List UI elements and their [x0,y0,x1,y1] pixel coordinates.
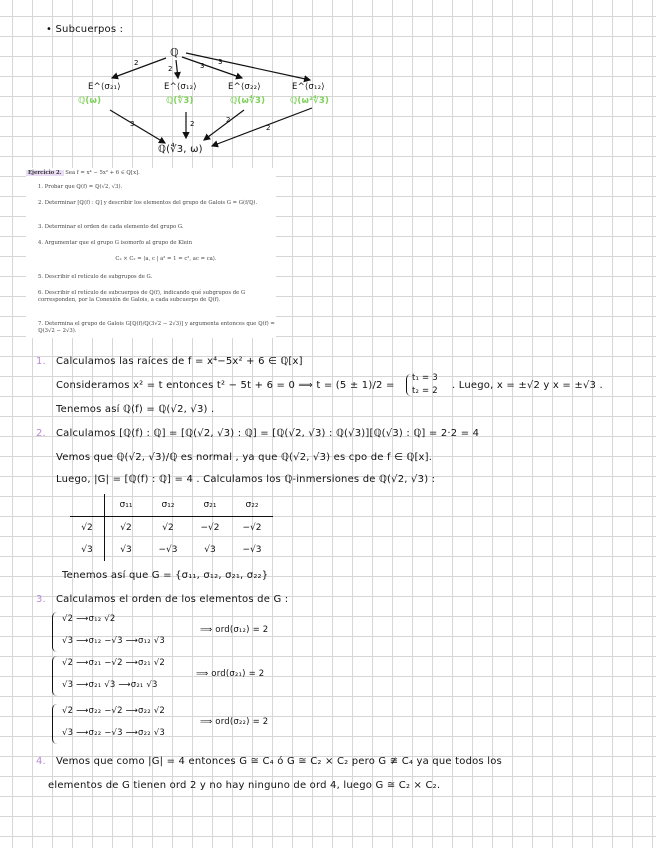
edge-label: 2 [266,124,271,132]
edge-b-1 [110,110,165,143]
solution-2-line-1: Calculamos [ℚ(f) : ℚ] = [ℚ(√2, √3) : ℚ] = [ℚ(√2, √3) : ℚ(√3)][ℚ(√3) : ℚ] = 2·2 = 4 [56,428,480,439]
table-cell: √3 [204,545,216,555]
exercise-statement [26,168,276,338]
table-header-cell: σ₂₁ [189,494,231,517]
order-group-1-result: ⟹ ord(σ₁₂) = 2 [200,625,269,635]
table-header-cell: σ₂₂ [231,494,273,517]
edge-label: 2 [134,59,139,67]
solution-2-line-2: Vemos que ℚ(√2, √3)/ℚ es normal , ya que ℚ(√2, √3) es cpo de f ∈ ℚ[x]. [56,452,433,463]
table-cell: −√2 [242,523,262,533]
table-header-row [70,494,273,517]
solution-3-number: 3. [36,594,46,605]
lattice-node-field-2: ℚ(∜3) [166,96,194,106]
order-group-2-row-1: √2 ⟶σ₂₁ −√2 ⟶σ₂₁ √2 [62,658,165,668]
solution-1-roots: . Luego, x = ±√2 y x = ±√3 . [452,380,603,391]
edge-label: 3 [200,62,205,70]
order-group-brace [52,612,57,652]
table-cell: −√2 [200,523,220,533]
solution-4-line-2: elementos de G tienen ord 2 y no hay ninguno de ord 4, luego G ≅ C₂ × C₂. [48,780,441,791]
exercise-item-4: 4. Argumentar que el grupo G isomorfo al grupo de Klein [38,240,193,246]
order-group-3-row-1: √2 ⟶σ₂₂ −√2 ⟶σ₂₂ √2 [62,706,165,716]
solution-1-brace [406,374,411,396]
order-group-3-result: ⟹ ord(σ₂₂) = 2 [200,717,269,727]
order-group-brace [52,704,57,744]
exercise-tag: Ejercicio 2. [28,170,62,176]
lattice-node-label-2: E^⟨σ₁₂⟩ [164,82,197,92]
solution-4-line-1: Vemos que como |G| = 4 entonces G ≅ C₄ ó G ≅ C₂ × C₂ pero G ≇ C₄ ya que todos los [56,756,502,767]
lattice-node-label-4: E^⟨σ₁₂⟩ [292,82,325,92]
edge-q-2 [176,60,178,78]
table-header-cell: σ₁₂ [147,494,189,517]
solution-1-line-3: Tenemos así ℚ(f) = ℚ(√2, √3) . [56,404,215,415]
solution-2-number: 2. [36,428,46,439]
edge-label: 2 [168,65,173,73]
edge-label: 3 [218,58,223,66]
exercise-header [26,170,140,177]
lattice-node-label-1: E^⟨σ₂₁⟩ [88,82,121,92]
edge-q-4 [186,53,310,80]
lattice-node-field-1: ℚ(ω) [78,96,102,106]
solution-1-t2: t₂ = 2 [412,386,438,396]
table-cell: √2 [162,523,174,533]
exercise-item-5: 5. Describir el retículo de subgrupos de G. [38,274,153,280]
exercise-intro: Sea f = x⁴ − 5x² + 6 ∈ ℚ[x]. [65,170,140,176]
solution-2-conclusion: Tenemos así que G = {σ₁₁, σ₁₂, σ₂₁, σ₂₂} [62,570,269,581]
table-cell: √3 [70,539,105,561]
lattice-top-node: ℚ [170,46,179,59]
exercise-item-7: 7. Determina el grupo de Galois G[ℚ(f)/ℚ(3√2 − 2√3)] y argumenta entonces que ℚ(f) = ℚ(3√2 − 2√3). [38,321,275,334]
exercise-item-1: 1. Probar que ℚ(f) = ℚ(√2, √3). [38,184,123,190]
edge-label: 3 [130,120,135,128]
order-group-1-row-1: √2 ⟶σ₁₂ √2 [62,614,116,624]
table-cell: −√3 [158,545,178,555]
embeddings-table [70,494,273,561]
exercise-item-2: 2. Determinar [ℚ(f) : ℚ] y describir los elementos del grupo de Galois G = G(f/ℚ). [38,200,258,206]
edge-label: 2 [190,120,195,128]
exercise-item-3: 3. Determinar el orden de cada elemento del grupo G. [38,224,184,230]
order-group-brace [52,656,57,696]
exercise-klein-formula: C₂ × C₂ = ⟨a, c | a² = 1 = c², ac = ca⟩. [115,256,217,262]
table-header-cell: σ₁₁ [105,494,148,517]
table-cell: −√3 [242,545,262,555]
lattice-node-field-4: ℚ(ω²∜3) [290,96,330,106]
table-cell: √2 [120,523,132,533]
table-row [70,539,273,561]
table-header-cell [70,494,105,517]
table-row [70,517,273,540]
edge-q-3 [182,57,242,78]
order-group-3-row-2: √3 ⟶σ₂₂ −√3 ⟶σ₂₂ √3 [62,728,165,738]
order-group-2-row-2: √3 ⟶σ₂₁ √3 ⟶σ₂₁ √3 [62,680,158,690]
table-cell: √3 [120,545,132,555]
exercise-item-6: 6. Describir el retículo de subcuerpos de ℚ(f), indicando qué subgrupos de G corresponden, por la Conexión de Galois, a cada subcuerpo de ℚ(f). [38,290,246,303]
edge-q-1 [112,58,166,78]
lattice-bottom-node: ℚ(∜3, ω) [158,144,203,155]
solution-4-number: 4. [36,756,46,767]
solution-1-line-1: Calculamos las raíces de f = x⁴−5x² + 6 ∈ ℚ[x] [56,356,303,367]
lattice-node-label-3: E^⟨σ₂₂⟩ [228,82,261,92]
edge-label: 2 [226,116,231,124]
solution-1-t1: t₁ = 3 [412,373,438,383]
table-cell: √2 [70,517,105,540]
lattice-node-field-3: ℚ(ω∜3) [230,96,266,106]
solution-2-line-3: Luego, |G| = [ℚ(f) : ℚ] = 4 . Calculamos los ℚ-inmersiones de ℚ(√2, √3) : [56,474,436,485]
order-group-2-result: ⟹ ord(σ₂₁) = 2 [196,669,265,679]
solution-1-number: 1. [36,356,46,367]
solution-3-line-1: Calculamos el orden de los elementos de G : [56,594,289,605]
solution-1-line-2: Consideramos x² = t entonces t² − 5t + 6 = 0 ⟹ t = (5 ± 1)/2 = [56,380,395,391]
order-group-1-row-2: √3 ⟶σ₁₂ −√3 ⟶σ₁₂ √3 [62,636,165,646]
edge-b-4 [212,108,312,146]
subfields-heading: • Subcuerpos : [46,24,124,35]
